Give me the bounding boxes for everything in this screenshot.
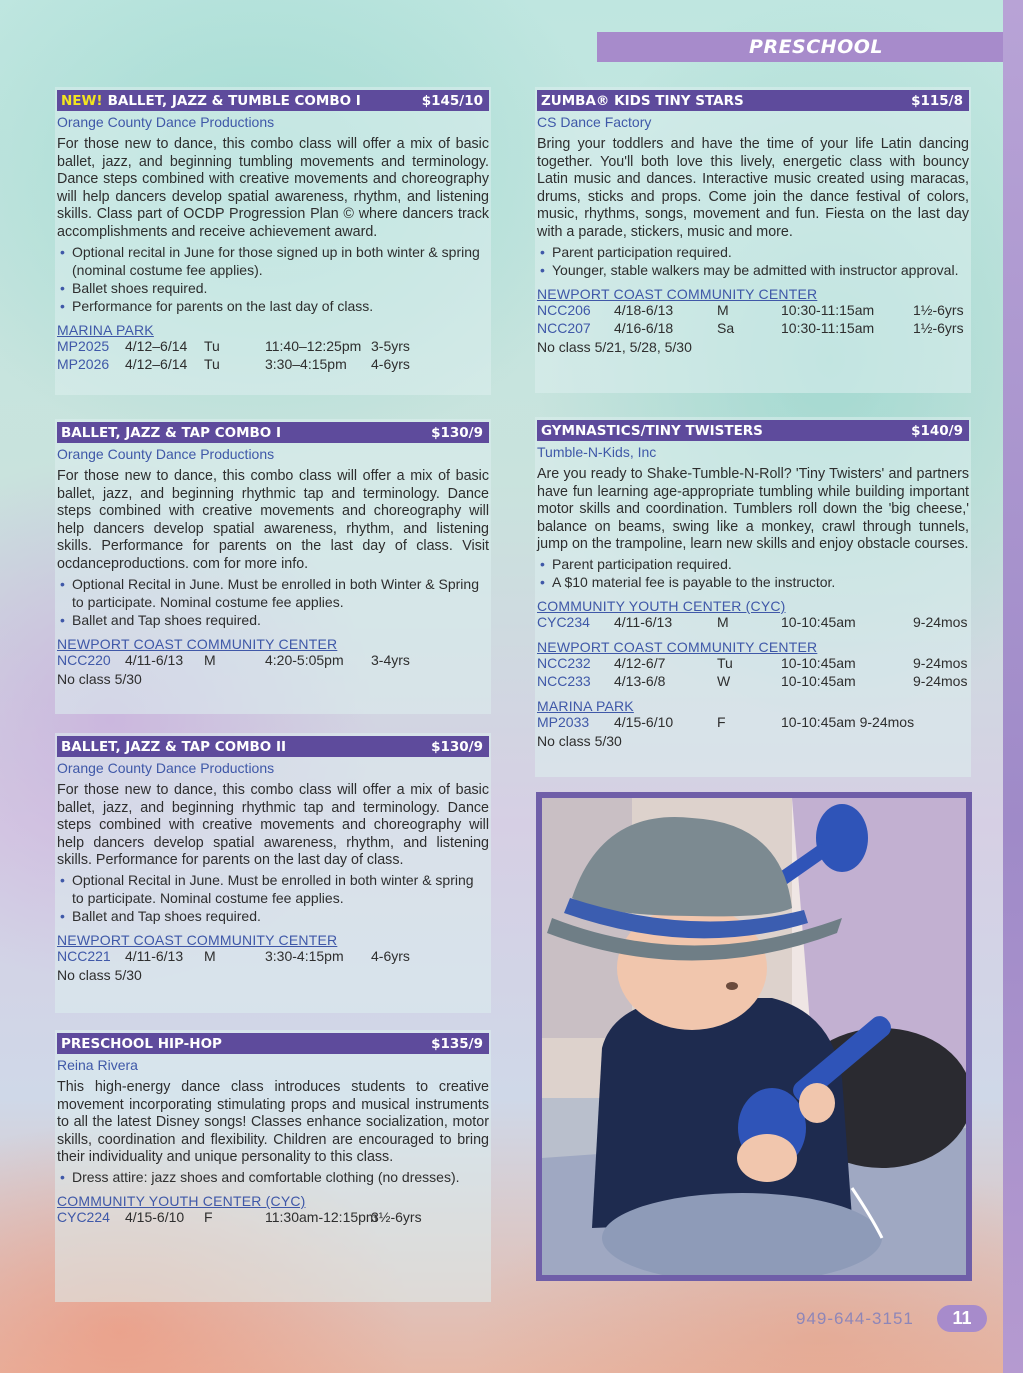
photo-frame: [536, 792, 972, 1281]
schedule-dates: 4/15-6/10: [614, 713, 674, 730]
bullet-item: • Ballet and Tap shoes required.: [57, 611, 489, 629]
page-number-label: 11: [952, 1308, 972, 1328]
bullet-item: • Parent participation required.: [537, 555, 969, 573]
no-class-note: No class 5/30: [57, 670, 142, 687]
no-class-note: No class 5/30: [57, 966, 142, 983]
bullet-item: • Performance for parents on the last day of class.: [57, 297, 489, 315]
schedule-time: 10-10:45am: [781, 613, 856, 630]
schedule-day: W: [717, 672, 731, 689]
bullet-item: • Optional Recital in June. Must be enrolled in both Winter & Spring to participate. Nominal costume fee applies.: [57, 575, 489, 611]
schedule-code[interactable]: NCC206: [537, 301, 591, 318]
schedule-ages: 4-6yrs: [371, 355, 410, 372]
location-link[interactable]: NEWPORT COAST COMMUNITY CENTER: [537, 638, 818, 655]
card-title: BALLET, JAZZ & TAP COMBO I: [61, 424, 282, 441]
schedule-code[interactable]: NCC207: [537, 319, 591, 336]
schedule-row: [537, 673, 969, 691]
schedule-row: [57, 652, 489, 670]
schedule-row: [537, 714, 969, 732]
schedule-row: [57, 338, 489, 356]
schedule-row: [537, 302, 969, 320]
no-class-note: No class 5/21, 5/28, 5/30: [537, 338, 692, 355]
child-with-hat-and-maracas-photo: [542, 798, 966, 1275]
location-link[interactable]: COMMUNITY YOUTH CENTER (CYC): [537, 597, 786, 614]
location-link[interactable]: NEWPORT COAST COMMUNITY CENTER: [57, 931, 338, 948]
class-card: [57, 90, 489, 374]
provider-name: Orange County Dance Productions: [57, 114, 275, 130]
schedule-code[interactable]: NCC233: [537, 672, 591, 689]
left-panel-2: [55, 419, 491, 714]
card-title-wrap: [541, 423, 763, 439]
bullet-item: • Parent participation required.: [537, 243, 969, 261]
bullet-list: [537, 243, 969, 279]
schedule-dates: 4/11-6/13: [125, 651, 184, 668]
schedule-day: M: [717, 613, 729, 630]
card-header: [57, 736, 489, 757]
card-title: ZUMBA® KIDS TINY STARS: [541, 92, 744, 109]
card-header: [57, 90, 489, 111]
schedule-day: M: [717, 301, 729, 318]
bullet-item: • Ballet shoes required.: [57, 279, 489, 297]
card-price: $130/9: [431, 738, 483, 755]
card-title-wrap: [61, 1036, 222, 1052]
schedule-code[interactable]: CYC224: [57, 1208, 110, 1225]
card-title-wrap: [541, 93, 744, 109]
class-card: [57, 422, 489, 688]
bullet-item: • Optional recital in June for those signed up in both winter & spring (nominal costume fee applies).: [57, 243, 489, 279]
bullet-list: [57, 871, 489, 925]
page-edge-strip: [1003, 0, 1023, 1373]
schedule-dates: 4/16-6/18: [614, 319, 674, 336]
schedule-time: 10-10:45am: [781, 672, 856, 689]
schedule-dates: 4/12-6/7: [614, 654, 666, 671]
schedule-dates: 4/11-6/13: [125, 947, 184, 964]
location-link[interactable]: MARINA PARK: [537, 697, 634, 714]
card-header: [57, 422, 489, 443]
schedule-time: 11:30am-12:15pm: [265, 1208, 378, 1225]
card-header: [537, 420, 969, 441]
schedule-row: [57, 1209, 489, 1227]
schedule-code[interactable]: MP2025: [57, 337, 110, 354]
schedule-row: [57, 948, 489, 966]
schedule-ages: 1½-6yrs: [913, 319, 964, 336]
new-badge: NEW!: [61, 92, 103, 109]
card-title: PRESCHOOL HIP-HOP: [61, 1035, 222, 1052]
card-price: $115/8: [911, 92, 963, 109]
section-title: PRESCHOOL: [749, 36, 883, 58]
schedule-ages: 3-4yrs: [371, 651, 410, 668]
schedule-time: 3:30–4:15pm: [265, 355, 347, 372]
schedule-day: M: [204, 947, 216, 964]
schedule-row: [537, 655, 969, 673]
bullet-list: [57, 1168, 489, 1186]
schedule-time: 4:20-5:05pm: [265, 651, 344, 668]
schedule-time: 10:30-11:15am: [781, 301, 875, 318]
schedule-row: [537, 320, 969, 338]
card-price: $135/9: [431, 1035, 483, 1052]
schedule-ages: 9-24mos: [913, 654, 968, 671]
page-number: [937, 1305, 987, 1332]
schedule-ages: 3½-6yrs: [371, 1208, 422, 1225]
schedule-code[interactable]: CYC234: [537, 613, 590, 630]
schedule-day: Tu: [204, 337, 220, 354]
schedule-dates: 4/11-6/13: [614, 613, 673, 630]
schedule-day: Sa: [717, 319, 735, 336]
card-header: [537, 90, 969, 111]
schedule-time: 10-10:45am: [781, 654, 856, 671]
schedule-ages: 1½-6yrs: [913, 301, 964, 318]
card-description: For those new to dance, this combo class will offer a mix of basic ballet, jazz, and beginning rhythmic tap and terminology. Dance steps combined with creative movements and choreography will help dancers develop spatial awareness, rhythm, and listening skills. Performance for parents on the last day of class. Visit ocdanceproductions. com for more info.: [57, 468, 489, 572]
right-panel-2: [535, 417, 971, 777]
location-link[interactable]: COMMUNITY YOUTH CENTER (CYC): [57, 1192, 306, 1209]
bullet-list: [57, 243, 489, 315]
schedule-time: 10-10:45am 9-24mos: [781, 713, 915, 730]
provider-name: Reina Rivera: [57, 1057, 138, 1073]
card-title-wrap: [61, 739, 286, 755]
bullet-list: [537, 555, 969, 591]
schedule-day: Tu: [717, 654, 733, 671]
bullet-item: • Ballet and Tap shoes required.: [57, 907, 489, 925]
card-description: Bring your toddlers and have the time of your life Latin dancing together. You'll both love this lively, energetic class with bouncy Latin music and dances. Interactive music created using maracas, drums, sticks and props. Come join the dance festival of colors, music, rhythms, songs, movement and fun. Fiesta on the last day with a parade, stickers, music and more.: [537, 136, 969, 240]
card-description: Are you ready to Shake-Tumble-N-Roll? 'Tiny Twisters' and partners have fun learning age-appropriate tumbling while building important motor skills and coordination. Tumblers roll down the 'big cheese,' balance on beams, swing like a monkey, crawl through tunnels, jump on the trampoline, learn new skills and enjoy obstacle courses.: [537, 466, 969, 553]
footer-phone: 949-644-3151: [796, 1309, 914, 1328]
schedule-row: [57, 356, 489, 374]
card-description: For those new to dance, this combo class will offer a mix of basic ballet, jazz, and beginning tumbling movements and terminology. Dance steps combined with creative movements and choreography will help dancers develop spatial awareness, rhythm, and listening skills. Class part of OCDP Progression Plan © where dancers track accomplishments and receive achievement award.: [57, 136, 489, 240]
location-link[interactable]: NEWPORT COAST COMMUNITY CENTER: [537, 285, 818, 302]
bullet-item: • Dress attire: jazz shoes and comfortable clothing (no dresses).: [57, 1168, 489, 1186]
schedule-code[interactable]: NCC232: [537, 654, 591, 671]
bullet-list: [57, 575, 489, 629]
child-photo: [542, 798, 966, 1275]
card-description: For those new to dance, this combo class will offer a mix of basic ballet, jazz, and beginning rhythmic tap and terminology. Dance steps combined with creative movements and choreography will help dancers develop spatial awareness, rhythm, and listening skills. Performance for parents on the last day of class.: [57, 782, 489, 869]
class-card: [537, 90, 969, 356]
card-title-wrap: [61, 93, 361, 109]
location-link[interactable]: NEWPORT COAST COMMUNITY CENTER: [57, 635, 338, 652]
card-price: $140/9: [911, 422, 963, 439]
bullet-item: • Optional Recital in June. Must be enrolled in both winter & spring to participate. Nominal costume fee applies.: [57, 871, 489, 907]
schedule-day: F: [717, 713, 726, 730]
class-card: [57, 1033, 489, 1227]
schedule-row: [537, 614, 969, 632]
bullet-item: • Younger, stable walkers may be admitted with instructor approval.: [537, 261, 969, 279]
schedule-time: 11:40–12:25pm: [265, 337, 362, 354]
card-title: BALLET, JAZZ & TAP COMBO II: [61, 738, 287, 755]
bullet-item: • A $10 material fee is payable to the instructor.: [537, 573, 969, 591]
provider-name: Orange County Dance Productions: [57, 446, 275, 462]
schedule-code[interactable]: MP2026: [57, 355, 110, 372]
schedule-dates: 4/12–6/14: [125, 355, 188, 372]
card-title-wrap: [61, 425, 281, 441]
schedule-time: 3:30-4:15pm: [265, 947, 344, 964]
section-tab: [597, 32, 1003, 62]
schedule-ages: 4-6yrs: [371, 947, 410, 964]
provider-name: CS Dance Factory: [537, 114, 652, 130]
class-card: [57, 736, 489, 984]
schedule-code[interactable]: NCC220: [57, 651, 111, 668]
schedule-ages: 3-5yrs: [371, 337, 410, 354]
right-panel-1: [535, 87, 971, 393]
schedule-day: Tu: [204, 355, 220, 372]
class-card: [537, 420, 969, 750]
schedule-dates: 4/18-6/13: [614, 301, 674, 318]
schedule-ages: 9-24mos: [913, 613, 968, 630]
card-title: GYMNASTICS/TINY TWISTERS: [541, 422, 763, 439]
schedule-time: 10:30-11:15am: [781, 319, 875, 336]
left-panel-4: [55, 1030, 491, 1302]
card-price: $145/10: [421, 92, 483, 109]
card-description: This high-energy dance class introduces students to creative movement incorporating stimulating props and musical instruments to all the latest Disney songs! Classes enhance socialization, motor skills, coordination and flexibility. Children are encouraged to bring their individuality and unique personality to this class.: [57, 1079, 489, 1166]
no-class-note: No class 5/30: [537, 732, 622, 749]
schedule-dates: 4/15-6/10: [125, 1208, 185, 1225]
schedule-day: F: [204, 1208, 213, 1225]
schedule-code[interactable]: MP2033: [537, 713, 590, 730]
schedule-code[interactable]: NCC221: [57, 947, 111, 964]
left-panel-1: [55, 87, 491, 395]
schedule-ages: 9-24mos: [913, 672, 968, 689]
schedule-dates: 4/13-6/8: [614, 672, 666, 689]
schedule-dates: 4/12–6/14: [125, 337, 188, 354]
card-price: $130/9: [431, 424, 483, 441]
left-panel-3: [55, 733, 491, 1013]
card-title: BALLET, JAZZ & TUMBLE COMBO I: [107, 92, 361, 109]
location-link[interactable]: MARINA PARK: [57, 321, 154, 338]
provider-name: Orange County Dance Productions: [57, 760, 275, 776]
schedule-day: M: [204, 651, 216, 668]
card-header: [57, 1033, 489, 1054]
provider-name: Tumble-N-Kids, Inc: [537, 444, 657, 460]
